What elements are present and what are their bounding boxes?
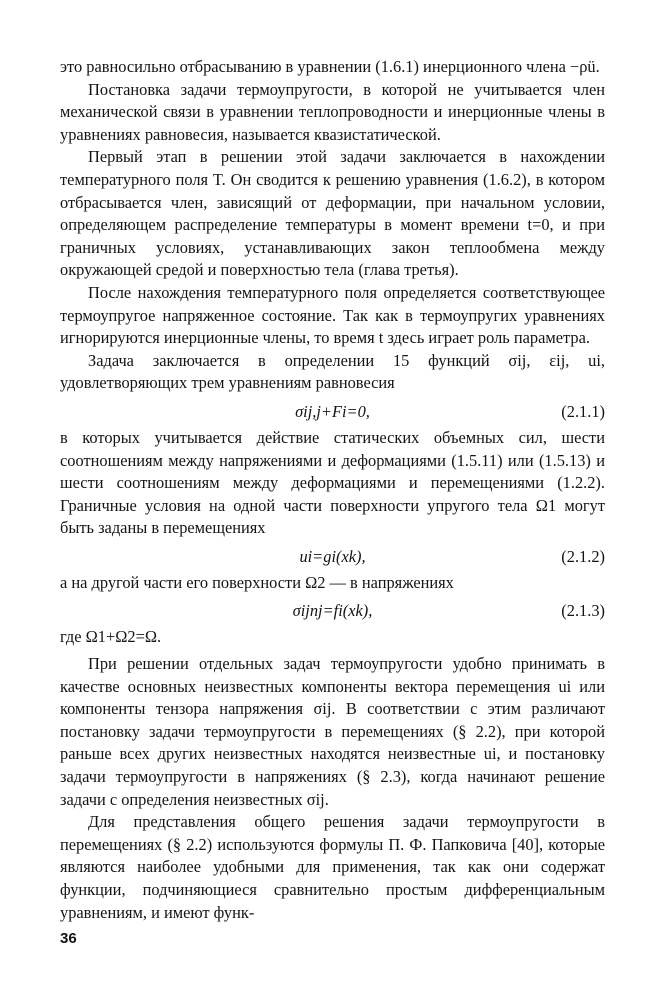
text-column [60,56,605,924]
paragraph-fifteen-functions: Задача заключается в определении 15 функций σij, εij, ui, удовлетворяющих трем уравнениям равновесия [60,350,605,393]
paragraph-body-forces: в которых учитывается действие статических объемных сил, шести соотношениям между напряжениями и деформациями (1.5.11) или (1.5.13) и шести соотношениям между деформациями и перемещениями (1.2.2). Граничные условия на одной части поверхности упругого тела Ω1 могут быть заданы в перемещениях [60,427,605,538]
paragraph-quasistatic-definition: Постановка задачи термоупругости, в которой не учитывается член механической связи в уравнении теплопроводности и инерционные члены в уравнениях равновесия, называется квазистатической. [60,79,605,144]
equation-number: (2.1.1) [561,401,605,421]
equation-number: (2.1.2) [561,546,605,566]
paragraph-formulations: При решении отдельных задач термоупругости удобно принимать в качестве основных неизвестных компоненты вектора перемещения ui или компоненты тензора напряжения σij. В соответствии с этим различают постановку задачи термоупругости в перемещениях (§ 2.2), при которой раньше всех других неизвестных находятся неизвестные ui, и постановку задачи термоупругости в напряжениях (§ 2.3), когда начинают решение задачи с определения неизвестных σij. [60,654,605,809]
paragraph-after-temperature: После нахождения температурного поля определяется соответствующее термоупругое напряженное состояние. Так как в термоупругих уравнениях игнорируются инерционные члены, то время t здесь играет роль параметра. [60,282,605,348]
paragraph-other-surface: а на другой части его поверхности Ω2 — в напряжениях [60,572,454,592]
equation-formula: σijnj=fi(xk), [292,601,373,621]
page-number: 36 [60,930,77,947]
equation-2-1-3 [60,598,605,624]
equation-formula: ui=gi(xk), [299,546,366,566]
paragraph-where: где Ω1+Ω2=Ω. [60,627,162,647]
equation-number: (2.1.3) [561,601,605,621]
equation-2-1-2 [60,544,605,570]
equation-formula: σij,j+Fi=0, [295,401,370,421]
paragraph-continuation: это равносильно отбрасыванию в уравнении (1.6.1) инерционного члена −ρü. [60,57,600,76]
equation-2-1-1 [60,399,605,425]
paragraph-papkovich: Для представления общего решения задачи термоупругости в перемещениях (§ 2.2) используются формулы П. Ф. Папковича [40], которые являются наиболее удобными для применения, так как они содержат функции, подчиняющиеся сравнительно простым дифференциальным уравнениям, и имеют функ- [60,812,605,922]
paragraph-first-stage: Первый этап в решении этой задачи заключается в нахождении температурного поля T. Он сводится к решению уравнения (1.6.2), в котором отбрасывается член, зависящий от деформации, при начальном условии, определяющем распределение температуры в момент времени t=0, и при граничных условиях, устанавливающих закон теплообмена между окружающей средой и поверхностью тела (глава третья). [60,147,605,280]
